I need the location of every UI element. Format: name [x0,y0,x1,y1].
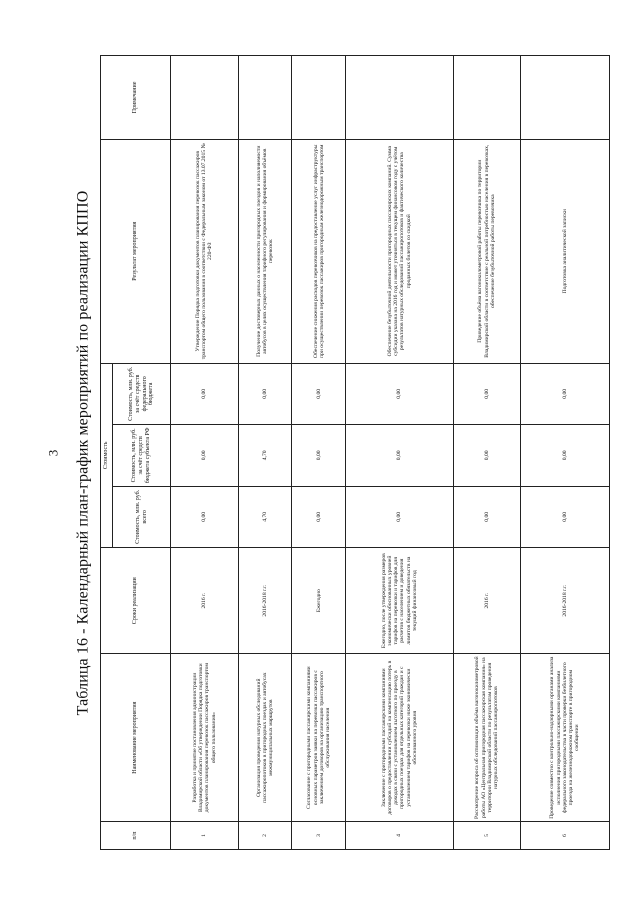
cell-term: 2016 г. [453,548,521,654]
cell-name: Заключение с пригородными пассажирскими компаниями договоров о предоставлении субсидий на компенсацию потерь в доходах в связи с установлением льготного по проезду в пригородных поездах для отдельных категорий граждан и с установлением тарифов на перевозки ниже экономически обоснованного уровня [346,654,453,822]
cell-cost-total: 0,00 [346,486,453,548]
table-title [68,0,98,905]
cell-result: Обеспечение безубыточной деятельности пригородных пассажирских компаний. Сумма субсидии указана на 2016 год и может уточняться в текущем финансовом году с учётом результатов натурных обследований пассажиропотоков и фактического количества проданных билетов со скидкой [346,139,453,363]
cell-name: Организация проведения натурных обследований пассажиропотоков в пригородных поездах и автобусах межмуниципальных маршрутов [238,654,292,822]
header-cost-regional: Стоимость, млн. руб. за счёт средств бюджета субъекта РФ [113,425,171,487]
header-cost-group: Стоимость [101,363,113,548]
cell-cost-regional: 4,70 [238,425,292,487]
page-number-text: 3 [45,449,60,456]
cell-cost-federal: 0,00 [292,363,346,425]
table-row [292,56,346,850]
cell-result: Приведение объёма вагонокилометровой работы перевозчика по территории Владимирской области в соответствие с реальной потребностью населения в перевозках, обеспечение безубыточной работы перевозчика [453,139,521,363]
cell-name: Согласование с пригородными пассажирскими компаниями основных параметров заявки на перевозки пассажиров с заключением договоров на организацию транспортного обслуживания населения [292,654,346,822]
table-row [171,56,239,850]
cell-note [346,56,453,140]
page-number [40,0,66,905]
cell-cost-regional: 0,00 [171,425,239,487]
cell-term: 2016-2018 г.г. [521,548,610,654]
cell-note [521,56,610,140]
cell-note [453,56,521,140]
cell-term: 2016 г. [171,548,239,654]
cell-num: 4 [346,822,453,850]
cell-cost-federal: 0,00 [521,363,610,425]
cell-cost-regional: 0,00 [292,425,346,487]
cell-cost-federal: 0,00 [346,363,453,425]
cell-result: Получение достоверных данных о населенности пригородных поездов и наполняемости автобусов в целях осуществления тарифного регулирования и формирования объёмов перевозок [238,139,292,363]
cell-note [292,56,346,140]
cell-result: Подготовка аналитической записки [521,139,610,363]
header-result: Результат мероприятия [101,139,171,363]
cell-name: Проведение совместно с контрольно-надзорными органами анализа исполнения пригородными пассажирскими компаниями федерального законодательства в части проверки безбилетного проезда на железнодорожном транспорте в пригородном сообщении [521,654,610,822]
cell-cost-total: 0,00 [453,486,521,548]
cell-num: 6 [521,822,610,850]
cell-result: Утверждение Порядка подготовки документов планирования перевозок пассажиров транспортом общего пользования в соответствии с Федеральным законом от 13.07.2015 № 220-ФЗ [171,139,239,363]
table-row [521,56,610,850]
cell-cost-total: 0,00 [292,486,346,548]
cell-num: 5 [453,822,521,850]
cell-term: Ежегодно [292,548,346,654]
cell-cost-total: 0,00 [171,486,239,548]
plan-table-container [100,55,610,850]
cell-result: Обеспечение снижения расходов перевозчиков на предоставление услуг инфраструктуры при осуществлении перевозок пассажиров пригородным железнодорожным транспортом [292,139,346,363]
cell-cost-federal: 0,00 [453,363,521,425]
cell-cost-regional: 0,00 [346,425,453,487]
table-row [453,56,521,850]
cell-num: 2 [238,822,292,850]
cell-cost-total: 0,00 [521,486,610,548]
table-title-text: Таблица 16 - Календарный план-график мероприятий по реализации КППО [74,190,92,715]
cell-name: Разработка и принятие постановления администрации Владимирской области «Об утверждении Порядка подготовки документов планирования перевозок пассажиров транспортом общего пользования» [171,654,239,822]
cell-note [171,56,239,140]
cell-num: 1 [171,822,239,850]
header-num: п/п [101,822,171,850]
cell-term: Ежегодно, после утверждения размеров экономически обоснованных уровней тарифов на перевозки и тарифов для расчетов с населением и доведения лимитов бюджетных обязательств на текущий финансовый год [346,548,453,654]
plan-table [100,55,610,850]
cell-term: 2016-2018 г.г. [238,548,292,654]
table-row [238,56,292,850]
header-note: Примечание [101,56,171,140]
cell-note [238,56,292,140]
cell-name: Рассмотрение вопроса об оптимизации объёма вагонокилометровой работы АО «Центральная пригородная пассажирская компания» на территории Владимирской области по результатам проведения натурных обследований пассажиропотоков [453,654,521,822]
cell-cost-regional: 0,00 [453,425,521,487]
cell-cost-federal: 0,00 [238,363,292,425]
cell-num: 3 [292,822,346,850]
cell-cost-regional: 0,00 [521,425,610,487]
header-name: Наименование мероприятия [101,654,171,822]
header-term: Сроки реализации [101,548,171,654]
cell-cost-total: 4,70 [238,486,292,548]
cell-cost-federal: 0,00 [171,363,239,425]
header-cost-total: Стоимость, млн. руб. всего [113,486,171,548]
header-cost-federal: Стоимость, млн. руб. за счёт средств федерального бюджета [113,363,171,425]
table-row [346,56,453,850]
